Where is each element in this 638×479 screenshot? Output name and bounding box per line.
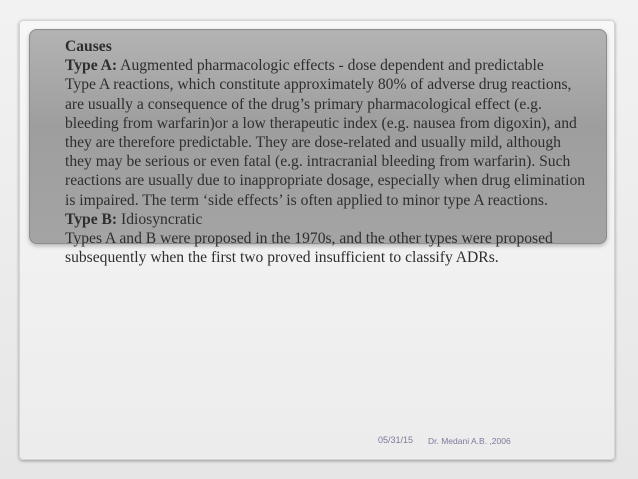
type-a-heading xyxy=(65,56,590,75)
type-a-title: Augmented pharmacologic effects - dose dependent and predictable xyxy=(117,57,544,75)
type-b-label: Type B: xyxy=(65,210,118,228)
footer-date: 05/31/15 xyxy=(378,435,414,445)
footer-author: Dr. Medani A.B. ,2006 xyxy=(428,436,511,446)
causes-heading: Causes xyxy=(65,38,112,55)
closing-text: Types A and B were proposed in the 1970s, and the other types were proposed subsequently when the first two proved insufficient to classify ADRs. xyxy=(65,230,553,267)
type-b-title: Idiosyncratic xyxy=(117,210,203,228)
type-a-body: Type A reactions, which constitute approximately 80% of adverse drug reactions, are usually a consequence of the drug’s primary pharmacological effect (e.g. bleeding from warfarin)or a low therapeutic index (e.g. nausea from digoxin), and they are therefore predictable. They are dose-related and usually mild, although they may be serious or even fatal (e.g. intracranial bleeding from warfarin). Such reactions are usually due to inappropriate dosage, especially when drug elimination is impaired. The term ‘side effects’ is often applied to minor type A reactions. xyxy=(65,76,586,209)
slide-content xyxy=(65,37,590,267)
type-a-label: Type A: xyxy=(65,57,118,75)
type-b-heading xyxy=(65,210,590,229)
